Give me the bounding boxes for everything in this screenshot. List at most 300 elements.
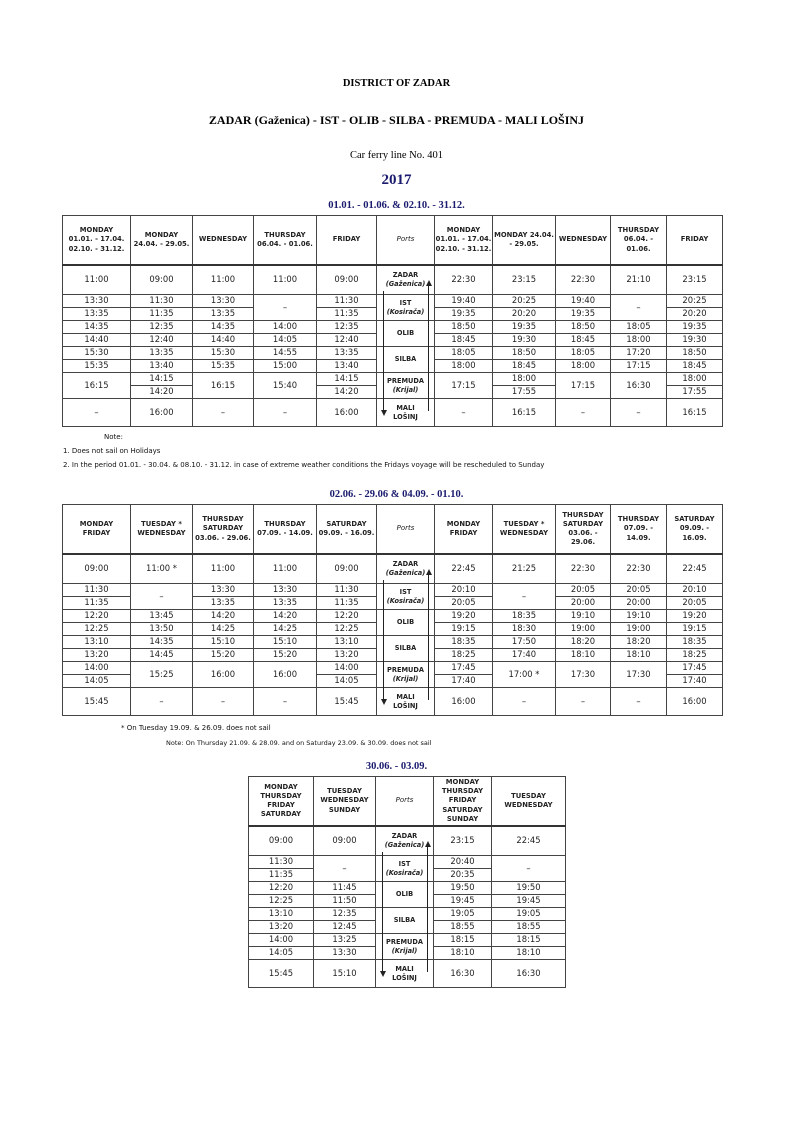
return-day-header: WEDNESDAY (556, 216, 611, 266)
time-cell: 15:30 (193, 347, 254, 360)
time-cell: 20:40 (434, 856, 492, 869)
time-cell: 13:35 (317, 347, 377, 360)
port-name: IST (398, 859, 411, 868)
time-cell: 19:40 (435, 295, 493, 308)
outbound-day-header: MONDAY 01.01. - 17.04. 02.10. - 31.12. (63, 216, 131, 266)
port-name: ZADAR (391, 832, 418, 841)
time-cell: 18:35 (493, 610, 556, 623)
period-title-2: 02.06. - 29.06 & 04.09. - 01.10. (329, 489, 464, 500)
arrow-up-icon (426, 280, 432, 286)
time-cell: 20:10 (435, 584, 493, 597)
header-row (249, 777, 566, 827)
time-cell: 16:30 (434, 960, 492, 988)
outbound-direction-line (383, 580, 384, 700)
time-cell: 15:40 (254, 373, 317, 399)
outbound-day-header: SATURDAY 09.09. - 16.09. (317, 505, 377, 555)
port-subname: (Krijal) (392, 385, 419, 394)
return-direction-line (428, 574, 429, 700)
time-cell: 19:00 (611, 623, 667, 636)
time-cell: 11:45 (314, 882, 376, 895)
port-ist (377, 584, 435, 610)
time-cell: 14:25 (254, 623, 317, 636)
time-cell: 13:40 (131, 360, 193, 373)
time-cell: 12:20 (317, 610, 377, 623)
time-cell: 20:10 (667, 584, 723, 597)
table1-timetable (62, 215, 723, 427)
time-cell: 13:30 (193, 295, 254, 308)
time-cell: 19:20 (667, 610, 723, 623)
time-cell: 20:00 (556, 597, 611, 610)
time-cell: 18:15 (434, 934, 492, 947)
time-cell: 12:35 (314, 908, 376, 921)
time-cell: 13:10 (249, 908, 314, 921)
ferry-line-label: Car ferry line No. 401 (349, 150, 443, 161)
return-day-header: MONDAY FRIDAY (435, 505, 493, 555)
time-cell: 18:50 (435, 321, 493, 334)
time-cell: 17:55 (667, 386, 723, 399)
time-cell: 17:40 (493, 649, 556, 662)
return-day-header: TUESDAY WEDNESDAY (492, 777, 566, 827)
time-cell: 14:45 (131, 649, 193, 662)
time-cell: – (314, 856, 376, 882)
time-cell: 18:10 (556, 649, 611, 662)
return-direction-line (427, 846, 428, 972)
port-silba (377, 347, 435, 373)
time-cell: 16:30 (611, 373, 667, 399)
time-cell: 17:45 (667, 662, 723, 675)
time-cell: 18:25 (435, 649, 493, 662)
time-cell: 14:20 (131, 386, 193, 399)
time-cell: 16:15 (493, 399, 556, 427)
table-row (63, 636, 723, 649)
time-cell: 17:15 (611, 360, 667, 373)
table-row (249, 934, 566, 947)
time-cell: 23:15 (493, 265, 556, 295)
time-cell: 18:55 (492, 921, 566, 934)
port-name: MALI (396, 692, 415, 701)
time-cell: 14:00 (249, 934, 314, 947)
notes-label: Note: (104, 433, 123, 441)
time-cell: 22:30 (556, 554, 611, 584)
time-cell: 19:00 (556, 623, 611, 636)
time-cell: 15:20 (193, 649, 254, 662)
time-cell: 18:10 (492, 947, 566, 960)
time-cell: 17:30 (556, 662, 611, 688)
time-cell: 15:30 (63, 347, 131, 360)
outbound-direction-line (382, 852, 383, 972)
time-cell: 17:00 * (493, 662, 556, 688)
time-cell: 18:20 (556, 636, 611, 649)
time-cell: 15:45 (317, 688, 377, 716)
time-cell: 19:20 (435, 610, 493, 623)
time-cell: 14:00 (63, 662, 131, 675)
route-title: ZADAR (Gaženica) - IST - OLIB - SILBA - PREMUDA - MALI LOŠINJ (208, 113, 585, 127)
port-name: SILBA (393, 916, 416, 925)
time-cell: 14:40 (193, 334, 254, 347)
time-cell: 11:00 (254, 265, 317, 295)
port-silba (376, 908, 434, 934)
outbound-day-header: MONDAY 24.04. - 29.05. (131, 216, 193, 266)
time-cell: 12:40 (131, 334, 193, 347)
return-day-header: FRIDAY (667, 216, 723, 266)
time-cell: 18:45 (435, 334, 493, 347)
time-cell: 19:45 (492, 895, 566, 908)
time-cell: 20:35 (434, 869, 492, 882)
port-name: IST (399, 298, 412, 307)
time-cell: 09:00 (63, 554, 131, 584)
time-cell: 20:05 (667, 597, 723, 610)
time-cell: 18:30 (493, 623, 556, 636)
header-row (63, 216, 723, 266)
time-cell: 17:20 (611, 347, 667, 360)
header-row (63, 505, 723, 555)
time-cell: 11:00 * (131, 554, 193, 584)
time-cell: 18:00 (667, 373, 723, 386)
table-row (249, 908, 566, 921)
time-cell: – (63, 399, 131, 427)
time-cell: – (492, 856, 566, 882)
port-name: OLIB (395, 890, 414, 899)
port-subname: (Krijal) (392, 674, 419, 683)
time-cell: 18:50 (556, 321, 611, 334)
time-cell: 14:05 (249, 947, 314, 960)
time-cell: 13:30 (314, 947, 376, 960)
note-1: 1. Does not sail on Holidays (63, 447, 161, 455)
time-cell: – (193, 688, 254, 716)
time-cell: 14:20 (254, 610, 317, 623)
time-cell: 13:20 (317, 649, 377, 662)
time-cell: 23:15 (667, 265, 723, 295)
time-cell: 16:15 (667, 399, 723, 427)
time-cell: 15:10 (193, 636, 254, 649)
ports-header: Ports (376, 777, 434, 827)
time-cell: 13:10 (317, 636, 377, 649)
time-cell: 21:25 (493, 554, 556, 584)
port-subname: (Gaženica) (384, 841, 425, 849)
time-cell: 09:00 (317, 265, 377, 295)
time-cell: – (611, 295, 667, 321)
time-cell: 19:50 (492, 882, 566, 895)
time-cell: 15:45 (63, 688, 131, 716)
time-cell: 14:05 (63, 675, 131, 688)
time-cell: 12:45 (314, 921, 376, 934)
time-cell: 13:30 (254, 584, 317, 597)
table-row (63, 295, 723, 308)
port-name: PREMUDA (387, 665, 424, 674)
table-row (249, 882, 566, 895)
time-cell: 11:35 (249, 869, 314, 882)
table-row (249, 856, 566, 869)
time-cell: 11:00 (193, 554, 254, 584)
port-olib (377, 321, 435, 347)
arrow-down-icon (381, 410, 387, 416)
port-subname: (Kosirača) (386, 307, 425, 316)
table-row (63, 265, 723, 295)
port-premuda (377, 373, 435, 399)
port-name: SILBA (394, 644, 417, 653)
time-cell: 17:15 (556, 373, 611, 399)
time-cell: 18:00 (611, 334, 667, 347)
outbound-day-header: THURSDAY SATURDAY 03.06. - 29.06. (193, 505, 254, 555)
time-cell: 11:00 (63, 265, 131, 295)
time-cell: 12:35 (131, 321, 193, 334)
time-cell: 20:00 (611, 597, 667, 610)
time-cell: 17:50 (493, 636, 556, 649)
time-cell: 17:45 (435, 662, 493, 675)
time-cell: 11:35 (131, 308, 193, 321)
time-cell: 14:20 (193, 610, 254, 623)
time-cell: 19:30 (493, 334, 556, 347)
return-day-header: THURSDAY 06.04. - 01.06. (611, 216, 667, 266)
time-cell: 11:35 (63, 597, 131, 610)
time-cell: 19:05 (434, 908, 492, 921)
time-cell: 13:20 (249, 921, 314, 934)
time-cell: 20:25 (667, 295, 723, 308)
time-cell: 22:45 (492, 826, 566, 856)
time-cell: 11:00 (193, 265, 254, 295)
time-cell: 12:35 (317, 321, 377, 334)
time-cell: 18:10 (611, 649, 667, 662)
time-cell: 16:00 (667, 688, 723, 716)
note-2: 2. In the period 01.01. - 30.04. & 08.10. - 31.12. in case of extreme weather conditions the Fridays voyage will be rescheduled to Sunday (63, 461, 545, 469)
time-cell: 19:35 (556, 308, 611, 321)
time-cell: 16:00 (317, 399, 377, 427)
port-name: ZADAR (392, 271, 419, 280)
time-cell: 23:15 (434, 826, 492, 856)
time-cell: 18:35 (667, 636, 723, 649)
time-cell: – (556, 399, 611, 427)
note-star: * On Tuesday 19.09. & 26.09. does not sail (121, 724, 271, 732)
time-cell: 18:00 (435, 360, 493, 373)
time-cell: 18:00 (493, 373, 556, 386)
year-title: 2017 (381, 172, 412, 188)
time-cell: 20:25 (493, 295, 556, 308)
time-cell: 19:10 (556, 610, 611, 623)
time-cell: 11:50 (314, 895, 376, 908)
time-cell: 19:35 (435, 308, 493, 321)
port-olib (377, 610, 435, 636)
time-cell: 14:20 (317, 386, 377, 399)
period-title-1: 01.01. - 01.06. & 02.10. - 31.12. (328, 200, 465, 211)
time-cell: 17:40 (435, 675, 493, 688)
time-cell: – (493, 584, 556, 610)
time-cell: 12:20 (249, 882, 314, 895)
time-cell: 13:35 (193, 308, 254, 321)
time-cell: 12:25 (63, 623, 131, 636)
time-cell: 14:00 (317, 662, 377, 675)
ports-header: Ports (377, 216, 435, 266)
port-name: ZADAR (392, 560, 419, 569)
time-cell: 11:30 (317, 584, 377, 597)
time-cell: 13:40 (317, 360, 377, 373)
return-day-header: THURSDAY SATURDAY 03.06. - 29.06. (556, 505, 611, 555)
time-cell: 20:05 (611, 584, 667, 597)
time-cell: 16:00 (254, 662, 317, 688)
outbound-day-header: TUESDAY WEDNESDAY SUNDAY (314, 777, 376, 827)
return-day-header: MONDAY 01.01. - 17.04. 02.10. - 31.12. (435, 216, 493, 266)
time-cell: 13:35 (254, 597, 317, 610)
time-cell: 16:00 (435, 688, 493, 716)
time-cell: 13:25 (314, 934, 376, 947)
time-cell: 16:15 (193, 373, 254, 399)
time-cell: 14:15 (131, 373, 193, 386)
table2-timetable (62, 504, 723, 716)
time-cell: 20:20 (667, 308, 723, 321)
port-subname: (Kosirača) (385, 868, 424, 877)
time-cell: 19:15 (667, 623, 723, 636)
time-cell: 14:55 (254, 347, 317, 360)
outbound-day-header: TUESDAY * WEDNESDAY (131, 505, 193, 555)
time-cell: 18:00 (556, 360, 611, 373)
port-silba (377, 636, 435, 662)
time-cell: 16:00 (131, 399, 193, 427)
period-title-3: 30.06. - 03.09. (365, 761, 428, 772)
port-name: IST (399, 587, 412, 596)
table-row (63, 554, 723, 584)
time-cell: 16:15 (63, 373, 131, 399)
time-cell: 11:30 (63, 584, 131, 597)
time-cell: 19:05 (492, 908, 566, 921)
time-cell: 12:40 (317, 334, 377, 347)
time-cell: 13:45 (131, 610, 193, 623)
time-cell: 13:35 (63, 308, 131, 321)
port-subname: LOŠINJ (393, 701, 418, 710)
port-name: SILBA (394, 355, 417, 364)
time-cell: – (556, 688, 611, 716)
time-cell: 14:05 (254, 334, 317, 347)
time-cell: – (254, 688, 317, 716)
time-cell: 11:00 (254, 554, 317, 584)
time-cell: 14:25 (193, 623, 254, 636)
time-cell: 14:40 (63, 334, 131, 347)
time-cell: 19:10 (611, 610, 667, 623)
time-cell: – (131, 584, 193, 610)
time-cell: 22:45 (667, 554, 723, 584)
time-cell: 16:00 (193, 662, 254, 688)
time-cell: 19:45 (434, 895, 492, 908)
outbound-day-header: THURSDAY 06.04. - 01.06. (254, 216, 317, 266)
time-cell: 15:00 (254, 360, 317, 373)
time-cell: 15:25 (131, 662, 193, 688)
time-cell: 18:05 (556, 347, 611, 360)
time-cell: 15:35 (193, 360, 254, 373)
time-cell: – (435, 399, 493, 427)
time-cell: 20:05 (435, 597, 493, 610)
time-cell: 18:05 (435, 347, 493, 360)
port-subname: LOŠINJ (393, 412, 418, 421)
table-row (249, 960, 566, 988)
time-cell: 18:10 (434, 947, 492, 960)
time-cell: 22:45 (435, 554, 493, 584)
table3-timetable (248, 776, 566, 988)
return-day-header: MONDAY THURSDAY FRIDAY SATURDAY SUNDAY (434, 777, 492, 827)
note-closures: Note: On Thursday 21.09. & 28.09. and on Saturday 23.09. & 30.09. does not sail (166, 739, 432, 747)
time-cell: 13:35 (193, 597, 254, 610)
arrow-down-icon (380, 971, 386, 977)
table-row (63, 610, 723, 623)
time-cell: 19:35 (493, 321, 556, 334)
time-cell: 09:00 (131, 265, 193, 295)
time-cell: 13:30 (63, 295, 131, 308)
time-cell: 22:30 (435, 265, 493, 295)
arrow-up-icon (426, 569, 432, 575)
time-cell: 13:20 (63, 649, 131, 662)
time-cell: 11:30 (131, 295, 193, 308)
time-cell: 14:35 (131, 636, 193, 649)
port-name: MALI (395, 964, 414, 973)
time-cell: 18:45 (556, 334, 611, 347)
time-cell: 21:10 (611, 265, 667, 295)
time-cell: 19:35 (667, 321, 723, 334)
port-name: MALI (396, 403, 415, 412)
return-day-header: SATURDAY 09.09. - 16.09. (667, 505, 723, 555)
port-premuda (376, 934, 434, 960)
time-cell: 13:30 (193, 584, 254, 597)
time-cell: 15:20 (254, 649, 317, 662)
time-cell: 09:00 (317, 554, 377, 584)
return-day-header: TUESDAY * WEDNESDAY (493, 505, 556, 555)
time-cell: 19:15 (435, 623, 493, 636)
outbound-day-header: WEDNESDAY (193, 216, 254, 266)
time-cell: 19:50 (434, 882, 492, 895)
port-subname: (Gaženica) (385, 569, 426, 577)
time-cell: 13:50 (131, 623, 193, 636)
time-cell: 12:20 (63, 610, 131, 623)
outbound-day-header: FRIDAY (317, 216, 377, 266)
port-ist (376, 856, 434, 882)
time-cell: – (611, 399, 667, 427)
arrow-up-icon (425, 841, 431, 847)
time-cell: 22:30 (611, 554, 667, 584)
port-subname: (Krijal) (391, 946, 418, 955)
outbound-day-header: THURSDAY 07.09. - 14.09. (254, 505, 317, 555)
port-name: OLIB (396, 329, 415, 338)
port-olib (376, 882, 434, 908)
arrow-down-icon (381, 699, 387, 705)
time-cell: 13:10 (63, 636, 131, 649)
time-cell: 11:35 (317, 308, 377, 321)
time-cell: 18:05 (611, 321, 667, 334)
time-cell: 15:10 (314, 960, 376, 988)
time-cell: 18:45 (667, 360, 723, 373)
time-cell: – (493, 688, 556, 716)
table-row (63, 321, 723, 334)
time-cell: 20:05 (556, 584, 611, 597)
time-cell: 15:35 (63, 360, 131, 373)
time-cell: – (131, 688, 193, 716)
time-cell: 22:30 (556, 265, 611, 295)
time-cell: 19:30 (667, 334, 723, 347)
time-cell: 13:35 (131, 347, 193, 360)
time-cell: 11:30 (317, 295, 377, 308)
time-cell: 18:25 (667, 649, 723, 662)
table-row (63, 347, 723, 360)
time-cell: 09:00 (314, 826, 376, 856)
time-cell: 14:35 (63, 321, 131, 334)
time-cell: 12:25 (317, 623, 377, 636)
time-cell: 18:55 (434, 921, 492, 934)
table-row (63, 662, 723, 675)
time-cell: 14:05 (317, 675, 377, 688)
time-cell: 11:30 (249, 856, 314, 869)
outbound-direction-line (383, 291, 384, 411)
time-cell: 18:50 (667, 347, 723, 360)
time-cell: – (254, 399, 317, 427)
time-cell: 19:40 (556, 295, 611, 308)
time-cell: – (254, 295, 317, 321)
time-cell: 17:30 (611, 662, 667, 688)
time-cell: 18:20 (611, 636, 667, 649)
